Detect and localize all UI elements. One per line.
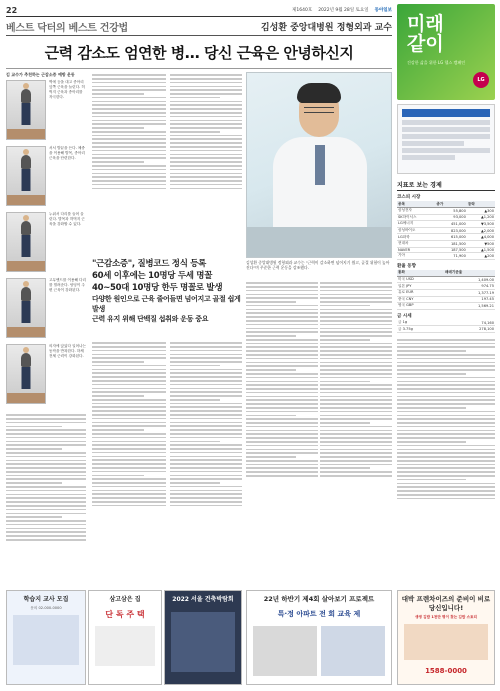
exercise-text: 벽에 등을 대고 종아리 앞쪽 근육을 늘린다. 허벅지 근육과 종아리를 자극한다. — [49, 80, 85, 99]
ad-4-sub: 특·정 아파트 전 회 교육 제 — [277, 610, 361, 618]
table-row: 삼성바이오 823,000 ▲2,000 — [398, 228, 494, 233]
table-row: 일본 JPY 974.75 — [398, 283, 494, 289]
right-column-text — [397, 339, 495, 499]
ad-5[interactable] — [397, 590, 495, 685]
pull-quote-line: 근력 유지 위해 단백질 섭취와 운동 중요 — [92, 315, 209, 323]
table-row: 유로 EUR 1,377.19 — [398, 290, 494, 295]
table-header: 종가 — [435, 201, 467, 208]
pull-quote-line: "근감소증", 질병코드 정식 등록 — [92, 259, 207, 269]
table-row: 현대차 181,500 ▼500 — [398, 241, 494, 246]
campaign-logo — [397, 4, 495, 100]
header-rule — [6, 16, 392, 17]
section-bar — [6, 19, 392, 33]
ad-2-sub: 단 독 주 택 — [105, 610, 145, 619]
exercise-caption: 김 교수가 추천하는 근감소증 예방 운동 — [6, 72, 75, 77]
ad-2-image — [95, 626, 155, 666]
ad-4-images — [253, 626, 385, 676]
ad-4-title: 22년 하반기 제4회 살아보기 프로젝트 — [263, 595, 375, 603]
table-header: 등락 — [467, 201, 495, 208]
ad-3-title: 2022 서울 건축박람회 — [172, 596, 234, 603]
table-row: 금 3.75g 278,100 — [398, 326, 494, 332]
pull-quote — [92, 258, 242, 336]
exercise-text: 고무밴드를 이용해 다리를 벌려준다. 엉덩이 주변 근육이 강화된다. — [49, 278, 86, 292]
doctor-glasses — [304, 107, 334, 113]
table-row: NAVER 187,500 ▲1,500 — [398, 247, 494, 252]
headline: 근력 감소도 엄연한 병… 당신 근육은 안녕하신지 — [44, 43, 354, 62]
ad-5-sub: 생생 김밥 1천만 명이 찾는 김밥 스토리 — [414, 615, 478, 619]
article-column-3-lower — [170, 340, 242, 509]
side-ad-block — [402, 120, 490, 125]
table-row: LG에너지 451,000 ▼3,500 — [398, 221, 494, 226]
doctor-hair — [297, 83, 341, 103]
kospi-table — [397, 201, 495, 260]
exercise-photo — [6, 278, 46, 338]
section-rule — [6, 35, 392, 36]
table-header: 종목 — [397, 201, 435, 208]
issue-meta — [292, 7, 392, 13]
table-row: LG화학 615,000 ▲4,000 — [398, 234, 494, 240]
gold-table — [397, 320, 495, 333]
table-row: 기아 71,900 ▲200 — [398, 253, 494, 258]
exercise-text: 누워서 다리를 들어 올린다. 발목과 허벅지 근육을 강화할 수 있다. — [49, 212, 85, 226]
pull-quote-line: 60세 이후에는 10명당 두세 명꼴 — [92, 271, 213, 281]
col1-body-text — [6, 412, 86, 543]
ad-2[interactable] — [88, 590, 162, 685]
table-row: SK하이닉스 93,000 ▲1,200 — [398, 214, 494, 220]
ad-4-image — [253, 626, 317, 676]
article-column-5 — [320, 280, 392, 479]
side-ad-block — [402, 148, 490, 153]
exercise-text: 서서 발끝을 든다. 체중을 이용해 발목, 종아리 근육을 단련한다. — [49, 146, 85, 160]
side-ad-block — [402, 155, 455, 160]
ad-5-phone[interactable]: 1588-0000 — [425, 666, 467, 675]
pull-quote-line: 다양한 원인으로 근육 줄어들면 넘어지고 골절 쉽게 발생 — [92, 295, 241, 313]
exercise-photo — [6, 146, 46, 206]
photo-caption: 김성환 중앙대병원 정형외과 교수는 "근력이 감소하면 넘어지기 쉽고, 골절 위험이 높아진다"며 꾸준한 근력 운동을 강조했다. — [246, 260, 390, 270]
kospi-title: 코스피 시장 — [397, 195, 421, 200]
doctor-photo — [246, 72, 392, 258]
article-column-2-lower — [92, 340, 166, 509]
exercise-item — [6, 80, 86, 142]
headline-rule — [6, 68, 392, 69]
lg-logo-icon: LG — [473, 72, 489, 88]
table-header: 통화 — [397, 270, 444, 277]
ad-1-image — [13, 615, 79, 665]
doctor-tie — [315, 145, 325, 185]
article-column-3 — [170, 72, 242, 191]
pull-quote-line: 40~50대 10명당 한두 명꼴로 발생 — [92, 283, 223, 293]
ad-1[interactable] — [6, 590, 86, 685]
side-ad-bar — [402, 109, 490, 117]
article-column-4 — [246, 280, 318, 479]
gold-title: 금 시세 — [397, 313, 412, 319]
table-header: 매매기준율 — [444, 270, 495, 277]
campaign-title-line1: 미래 — [407, 13, 444, 35]
ad-4[interactable] — [246, 590, 392, 685]
table-row: 중국 CNY 197.45 — [398, 296, 494, 302]
ad-2-title: 삼고삼은 집 — [109, 596, 141, 603]
article-column-2 — [92, 72, 166, 191]
issue-info: 제1640호 — [292, 8, 313, 13]
campaign-title — [407, 14, 444, 54]
side-ad-block — [402, 134, 490, 139]
ad-3-image — [171, 612, 235, 672]
exercise-text: 의자에 앉았다 일어나는 동작을 반복한다. 하체 전체 근력이 강화된다. — [49, 344, 86, 358]
ad-4-image — [321, 626, 385, 676]
table-row: 삼성전자 55,800 ▲300 — [398, 208, 494, 213]
brand-name: 동아일보 — [374, 8, 392, 13]
ad-1-title: 학습지 교사 모집 — [23, 596, 69, 603]
table-row: 영국 GBP 1,569.21 — [398, 303, 494, 308]
desk — [247, 227, 391, 257]
section-title: 베스트 닥터의 베스트 건강법 — [6, 22, 128, 34]
side-ad-block — [402, 141, 464, 146]
ad-5-image — [404, 624, 488, 660]
page-header — [6, 4, 392, 16]
section-writer: 김성환 중앙대병원 정형외과 교수 — [260, 22, 392, 33]
exercise-photo — [6, 344, 46, 404]
exercise-item — [6, 344, 86, 406]
campaign-sub: 건강한 삶을 위한 LG 헬스 캠페인 — [407, 60, 466, 65]
exercise-photo — [6, 80, 46, 140]
campaign-title-line2: 같이 — [407, 33, 444, 55]
fx-table — [397, 270, 495, 310]
ad-3[interactable] — [164, 590, 242, 685]
ad-5-title: 대박 프렌차이즈의 준비이 비로 당신입니다! — [401, 595, 491, 612]
exercise-item — [6, 212, 86, 274]
side-small-ad — [397, 104, 495, 174]
economy-title: 지표로 보는 경제 — [397, 180, 495, 191]
exercise-item — [6, 146, 86, 208]
ad-1-note: 문의 02-000-0000 — [30, 606, 62, 610]
table-row: 미국 USD 1,409.00 — [398, 277, 494, 282]
exercise-photo — [6, 212, 46, 272]
economy-indicators — [397, 180, 495, 502]
page-number: 22 — [6, 5, 18, 15]
issue-date: 2022년 9월 28일 토요일 — [318, 8, 369, 13]
fx-title: 환율 동향 — [397, 263, 416, 269]
table-row: 금 1g 74,160 — [398, 320, 494, 325]
exercise-item — [6, 278, 86, 340]
side-ad-block — [402, 127, 490, 132]
